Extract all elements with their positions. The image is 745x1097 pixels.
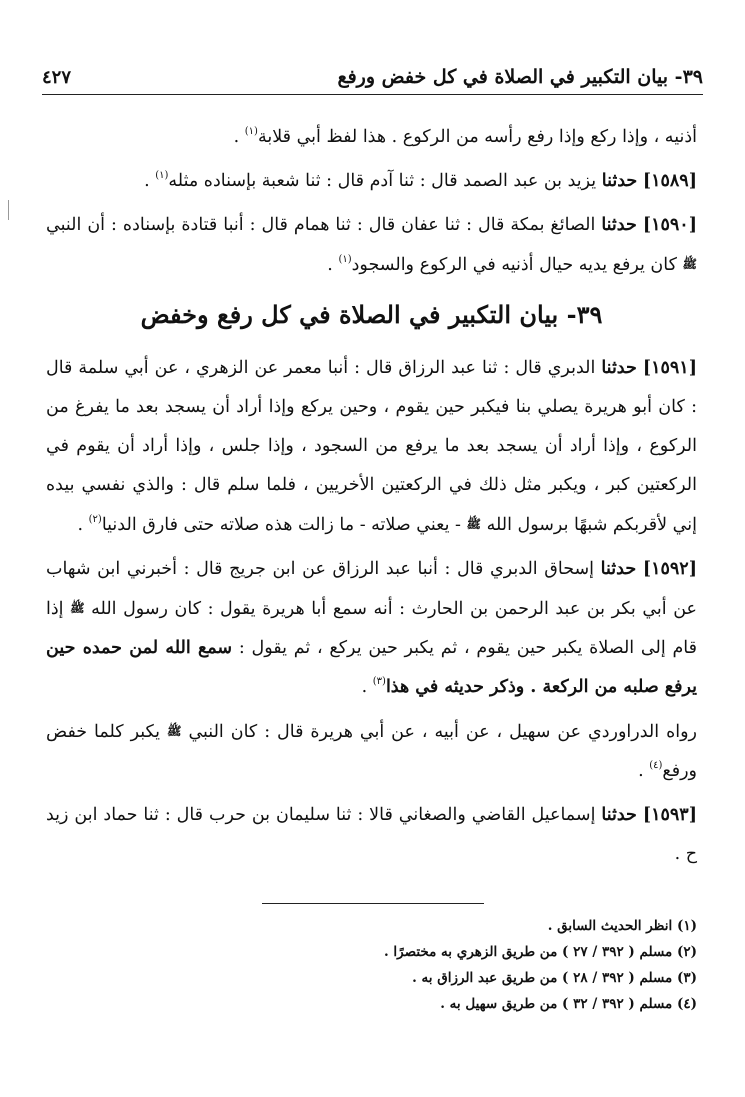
riwaya-paragraph: رواه الدراوردي عن سهيل ، عن أبيه ، عن أبي هريرة قال : كان النبي ﷺ يكبر كلما خفض ورفع$^{(٤)}$ .: [46, 722, 697, 781]
hadith-1589: [١٥٨٩] حدثنا يزيد بن عبد الصمد قال : ثنا آدم قال : ثنا شعبة بإسناده مثله$^{(١)}$ .: [144, 170, 697, 191]
hadith-lead: حدثنا: [601, 171, 638, 191]
footnote-ref: (١): [338, 254, 352, 265]
page-number: ٤٢٧: [42, 66, 72, 88]
hadith-number: [١٥٩٢]: [642, 559, 697, 579]
footnote-1: (١) انظر الحديث السابق .: [547, 918, 697, 934]
footnote-separator: [262, 903, 484, 904]
footnote-ref: (١): [155, 170, 169, 181]
salawat-glyph: ﷺ: [682, 257, 697, 271]
hadith-number: [١٥٩٠]: [642, 215, 697, 235]
hadith-1590: [١٥٩٠] حدثنا الصائغ بمكة قال : ثنا عفان قال : ثنا همام قال : أنبا قتادة بإسناده : أن النبي ﷺ كان يرفع يديه حيال أذنيه في الركوع والسجود$^{(١)}$ .: [46, 215, 697, 275]
salawat-glyph: ﷺ: [466, 517, 482, 531]
salawat-glyph: ﷺ: [70, 601, 85, 615]
margin-mark: [8, 200, 11, 220]
footnote-3: (٣) مسلم ( ٣٩٢ / ٢٨ ) من طريق عبد الرزاق به .: [412, 970, 697, 986]
hadith-1591: [١٥٩١] حدثنا الدبري قال : ثنا عبد الرزاق قال : أنبا معمر عن الزهري ، عن أبي سلمة قال : كان أبو هريرة يصلي بنا فيكبر حين يقوم ، وحين يركع وإذا أراد أن يسجد بعد ما يفرغ من الركوع ، وإذا أراد أن يسجد بعد ما يرفع من السجود ، وإذا جلس ، وإذا أراد أن يقوم في الركعتين كبر ، ويكبر مثل ذلك في الركعتين الأخريين ، فلما سلم قال : والذي نفسي بيده إني لأقربكم شبهًا برسول الله ﷺ - يعني صلاته - ما زالت هذه صلاته حتى فارق الدنيا$^{(٢)}$ .: [46, 358, 697, 535]
header-title: ٣٩- بيان التكبير في الصلاة في كل خفض ورفع: [337, 66, 703, 88]
running-header: [42, 60, 703, 95]
footnote-4: (٤) مسلم ( ٣٩٢ / ٣٢ ) من طريق سهيل به .: [440, 996, 697, 1012]
chapter-heading: ٣٩- بيان التكبير في الصلاة في كل رفع وخفض: [140, 300, 603, 329]
footnotes: [220, 913, 697, 1017]
bold-quote: سمع الله لمن حمده حين يرفع صلبه من الركعة . وذكر حديثه في هذا: [46, 638, 697, 697]
hadith-lead: حدثنا: [601, 358, 637, 378]
footnote-ref: (١): [244, 126, 258, 137]
hadith-number: [١٥٩١]: [642, 358, 697, 378]
footnote-ref: (٢): [88, 514, 102, 525]
page-body: [46, 118, 697, 879]
footnote-ref: (٣): [372, 676, 386, 687]
hadith-1592: [١٥٩٢] حدثنا إسحاق الدبري قال : أنبا عبد الرزاق عن ابن جريج قال : أخبرني ابن شهاب عن أبي بكر بن عبد الرحمن بن الحارث : أنه سمع أبا هريرة يقول : كان رسول الله ﷺ إذا قام إلى الصلاة يكبر حين يقوم ، ثم يكبر حين يركع ، ثم يقول : سمع الله لمن حمده حين يرفع صلبه من الركعة . وذكر حديثه في هذا$^{(٣)}$ .: [46, 559, 697, 697]
hadith-lead: حدثنا: [601, 805, 637, 825]
hadith-number: [١٥٩٣]: [642, 805, 697, 825]
hadith-number: [١٥٨٩]: [642, 171, 697, 191]
hadith-1593: [١٥٩٣] حدثنا إسماعيل القاضي والصغاني قالا : ثنا سليمان بن حرب قال : ثنا حماد ابن زيد ح .: [46, 805, 697, 864]
footnote-ref: (٤): [649, 760, 663, 771]
hadith-lead: حدثنا: [601, 215, 637, 235]
paragraph-continuation: أذنيه ، وإذا ركع وإذا رفع رأسه من الركوع . هذا لفظ أبي قلابة$^{(١)}$ .: [233, 126, 697, 147]
hadith-lead: حدثنا: [600, 559, 637, 579]
salawat-glyph: ﷺ: [167, 724, 182, 738]
footnote-2: (٢) مسلم ( ٣٩٢ / ٢٧ ) من طريق الزهري به مختصرًا .: [384, 944, 697, 960]
